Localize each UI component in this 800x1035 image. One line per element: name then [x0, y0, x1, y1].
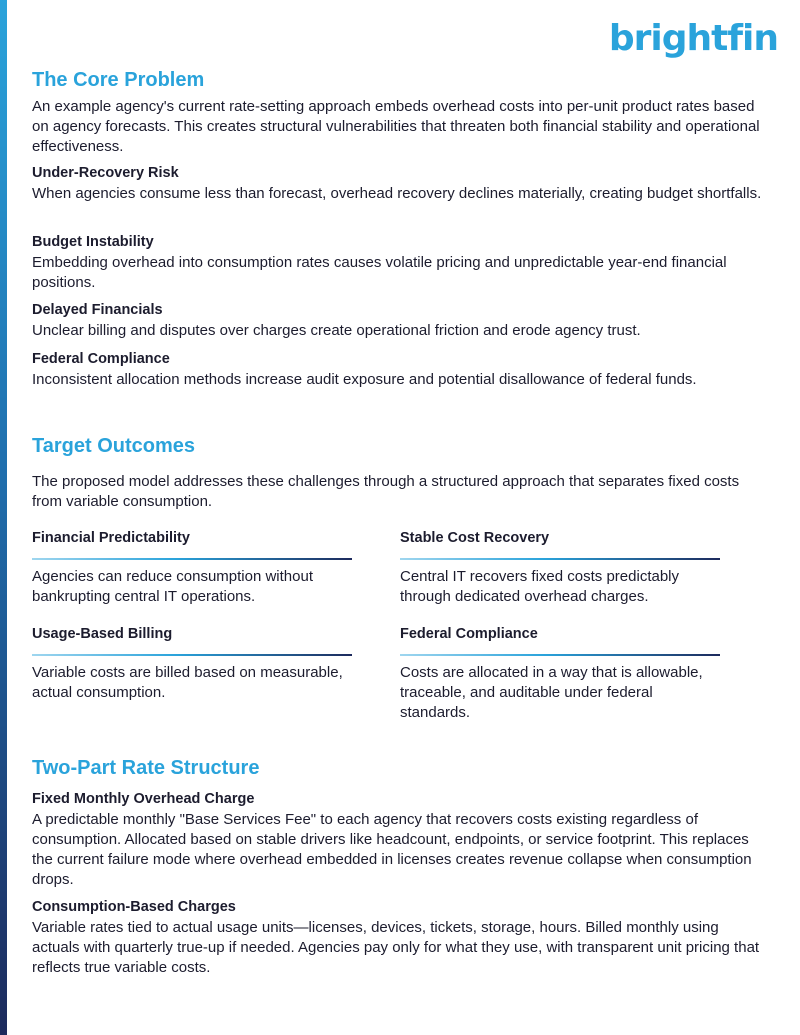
problem-title-under-recovery: Under-Recovery Risk: [32, 165, 179, 181]
outcome-card: [32, 626, 352, 703]
core-problem-intro: An example agency's current rate-setting approach embeds overhead costs into per-unit product rates based on agency forecasts. This creates structural vulnerabilities that threaten both financial stability and operational effectiveness.: [32, 98, 760, 155]
outcome-body: Costs are allocated in a way that is allowable, traceable, and auditable under federal standards.: [400, 664, 703, 721]
outcome-divider: [400, 654, 720, 656]
outcome-divider: [400, 558, 720, 560]
outcome-title: Stable Cost Recovery: [400, 530, 550, 546]
brand-logo: brightfin: [608, 18, 778, 59]
outcome-divider: [32, 654, 352, 656]
outcome-body: Central IT recovers fixed costs predictably through dedicated overhead charges.: [400, 568, 680, 605]
target-outcomes-heading: Target Outcomes: [32, 435, 195, 457]
rate-body-fixed-overhead: A predictable monthly "Base Services Fee" to each agency that recovers costs existing regardless of consumption. Allocated based on stable drivers like headcount, endpoints, or service footprint. This replaces the current failure mode where overhead embedded in licenses creates revenue collapse when consumption drops.: [32, 811, 752, 888]
outcome-title: Federal Compliance: [400, 626, 538, 642]
problem-body-budget-instability: Embedding overhead into consumption rates causes volatile pricing and unpredictable year-end financial positions.: [32, 254, 727, 291]
rate-structure-heading: Two-Part Rate Structure: [32, 757, 260, 779]
problem-body-federal-compliance: Inconsistent allocation methods increase audit exposure and potential disallowance of federal funds.: [32, 371, 697, 388]
rate-title-consumption: Consumption-Based Charges: [32, 899, 236, 915]
outcome-card: [400, 626, 720, 723]
outcome-body: Agencies can reduce consumption without bankrupting central IT operations.: [32, 568, 314, 605]
core-problem-heading: The Core Problem: [32, 69, 205, 91]
outcome-card: [400, 530, 720, 607]
problem-body-delayed-financials: Unclear billing and disputes over charges create operational friction and erode agency trust.: [32, 322, 641, 339]
problem-title-federal-compliance: Federal Compliance: [32, 351, 170, 367]
problem-title-delayed-financials: Delayed Financials: [32, 302, 163, 318]
problem-body-under-recovery: When agencies consume less than forecast, overhead recovery declines materially, creating budget shortfalls.: [32, 185, 762, 202]
outcome-body: Variable costs are billed based on measurable, actual consumption.: [32, 664, 343, 701]
problem-title-budget-instability: Budget Instability: [32, 234, 154, 250]
outcome-card: [32, 530, 352, 607]
outcome-title: Financial Predictability: [32, 530, 190, 546]
accent-bar: [0, 0, 7, 1035]
target-outcomes-intro: The proposed model addresses these challenges through a structured approach that separates fixed costs from variable consumption.: [32, 473, 740, 510]
outcome-title: Usage-Based Billing: [32, 626, 173, 642]
rate-body-consumption: Variable rates tied to actual usage units—licenses, devices, tickets, storage, hours. Billed monthly using actuals with quarterly true-up if needed. Agencies pay only for what they use, with transparent unit pricing that reflects true variable costs.: [32, 919, 760, 976]
outcome-divider: [32, 558, 352, 560]
rate-title-fixed-overhead: Fixed Monthly Overhead Charge: [32, 791, 255, 807]
